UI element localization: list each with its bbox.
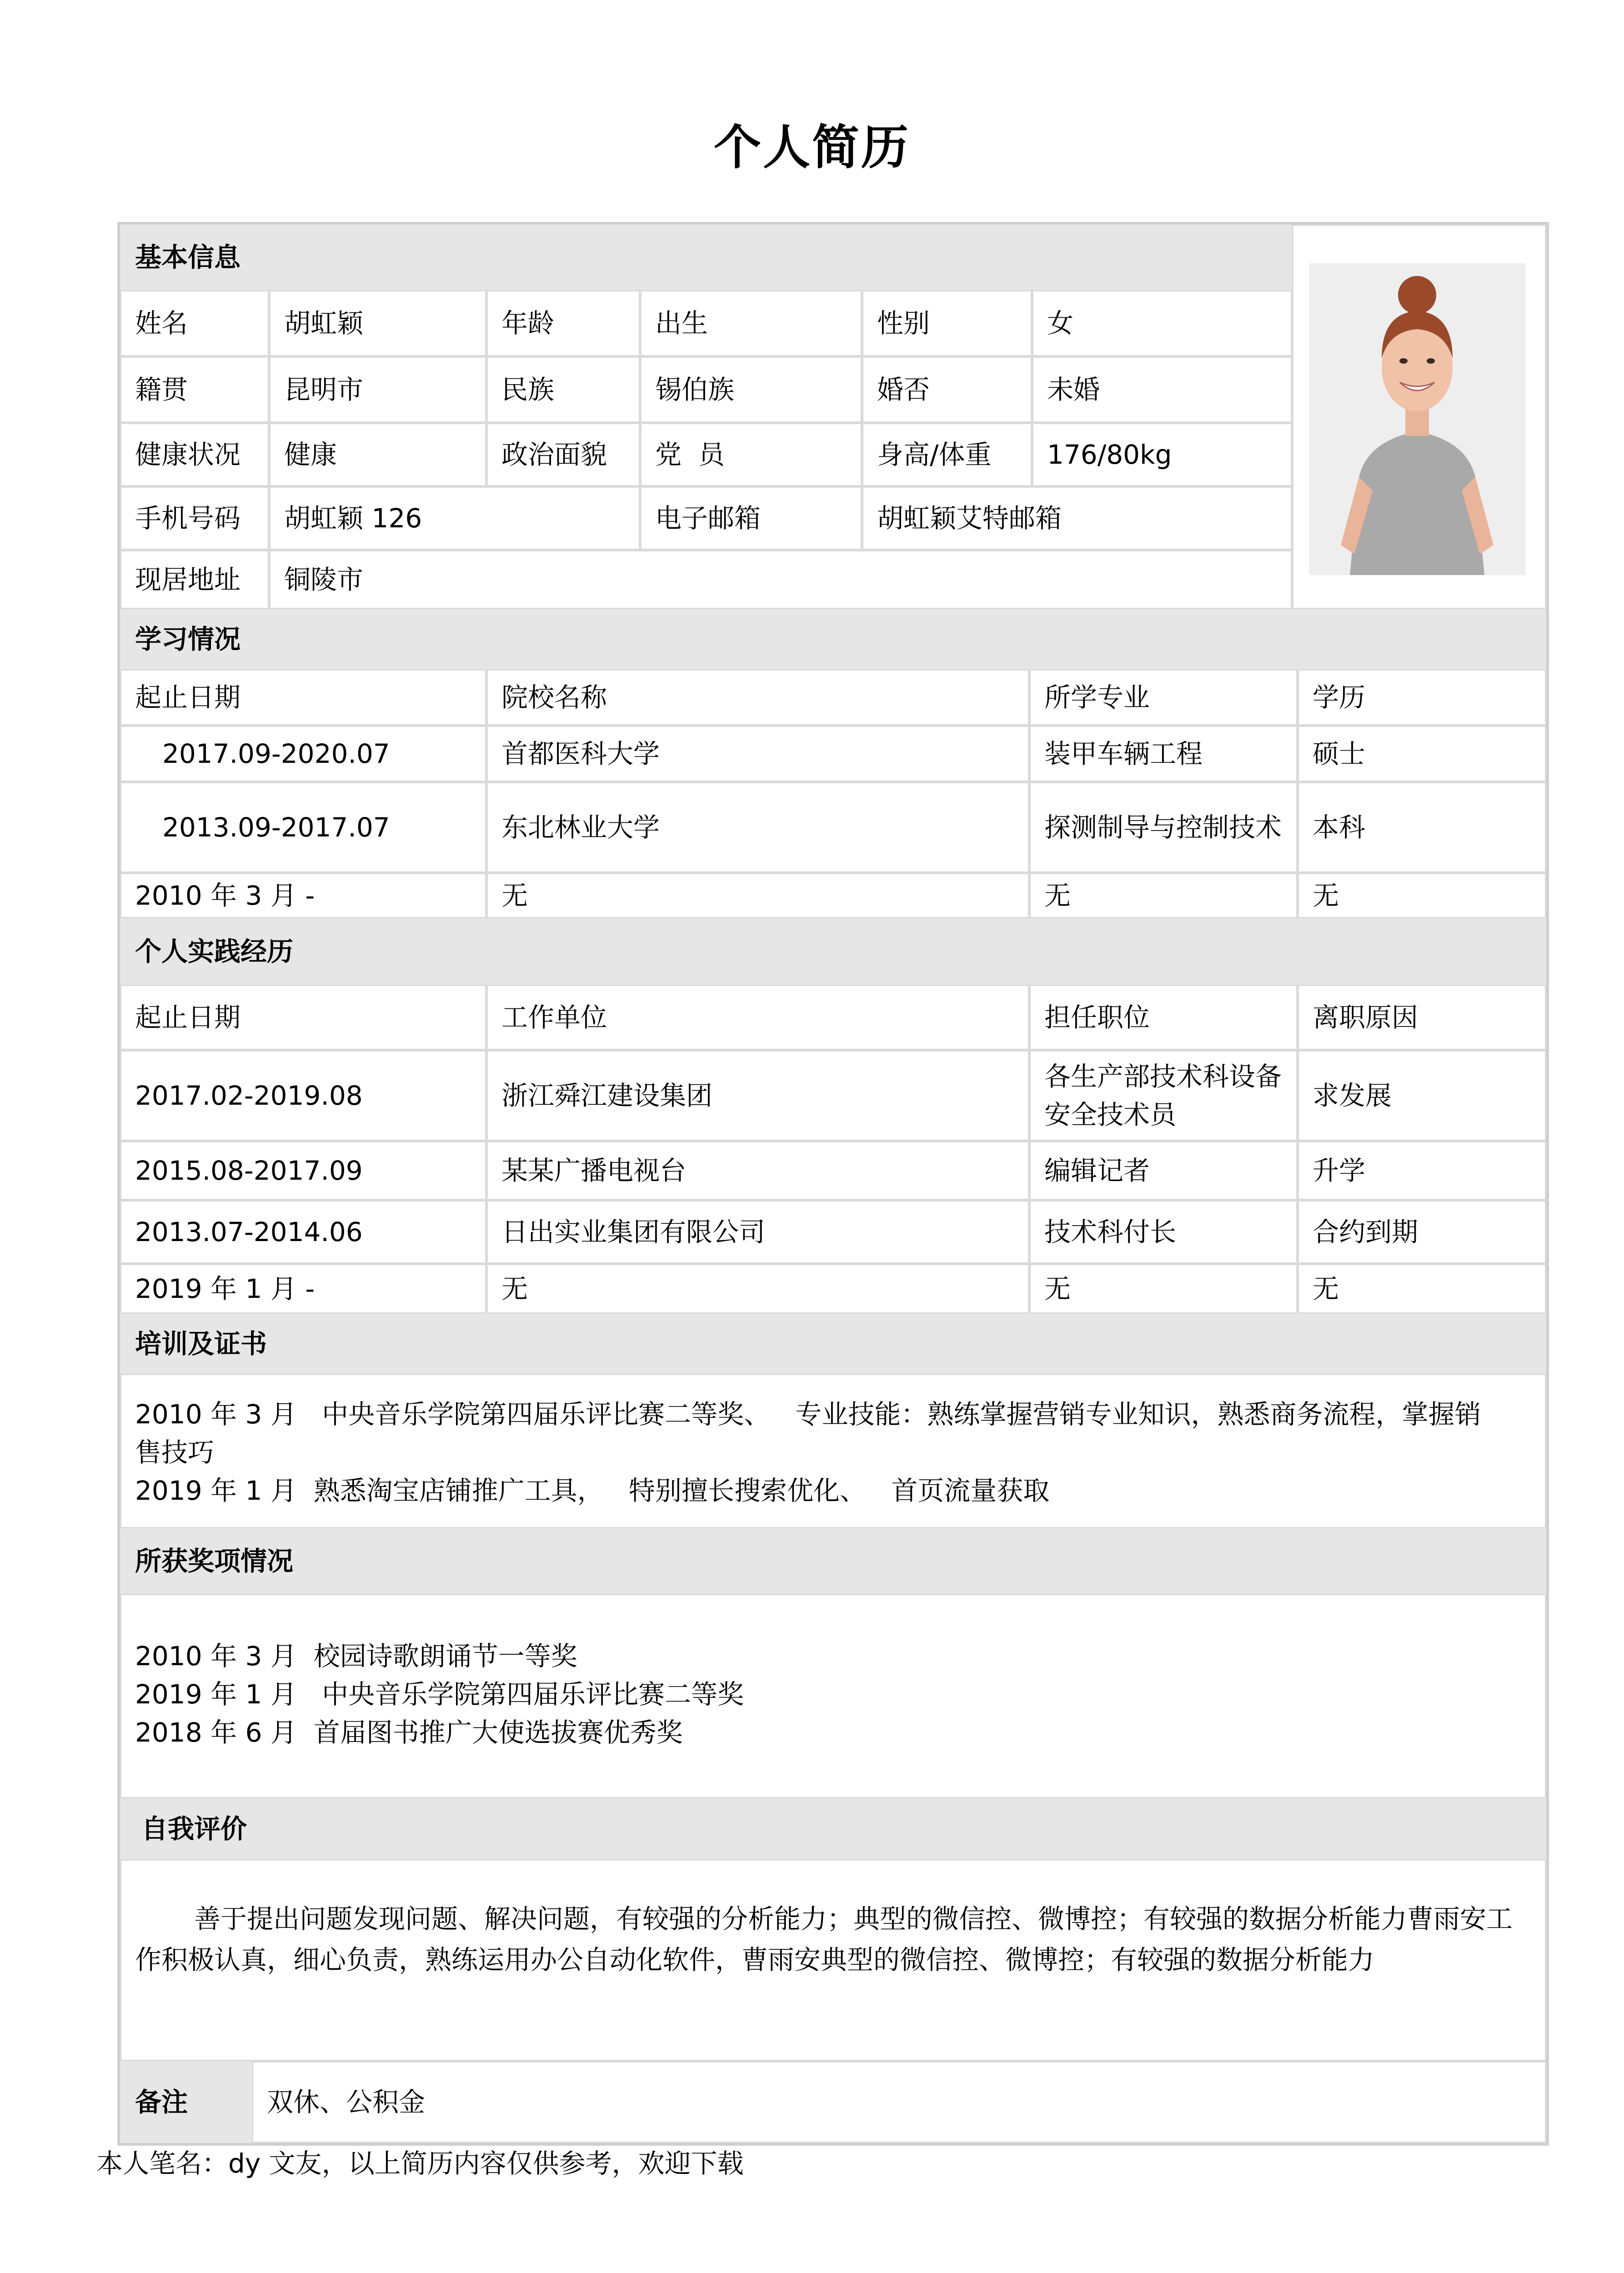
photo-box xyxy=(1292,225,1546,609)
exp-row-2-position: 编辑记者 xyxy=(1029,1141,1298,1200)
remarks-value: 双休、公积金 xyxy=(252,2061,1546,2143)
edu-row-2-dates: 2013.09-2017.07 xyxy=(120,782,486,873)
value-political: 党 员 xyxy=(640,423,862,486)
edu-col-school: 院校名称 xyxy=(486,669,1029,726)
section-header-training: 培训及证书 xyxy=(120,1314,1546,1374)
exp-row-3-reason: 合约到期 xyxy=(1298,1200,1546,1264)
resume-table xyxy=(117,222,1549,2146)
edu-row-2-major: 探测制导与控制技术 xyxy=(1029,782,1298,873)
edu-row-1-school: 首都医科大学 xyxy=(486,726,1029,782)
section-header-basic: 基本信息 xyxy=(120,225,1292,290)
exp-row-1-position: 各生产部技术科设备安全技术员 xyxy=(1029,1050,1298,1141)
exp-row-2-reason: 升学 xyxy=(1298,1141,1546,1200)
value-address: 铜陵市 xyxy=(269,550,1292,609)
label-address: 现居地址 xyxy=(120,550,269,609)
exp-row-2-dates: 2015.08-2017.09 xyxy=(120,1141,486,1200)
value-ethnic: 锡伯族 xyxy=(640,356,862,423)
exp-row-1-reason: 求发展 xyxy=(1298,1050,1546,1141)
training-line-1: 2010 年 3 月 中央音乐学院第四届乐评比赛二等奖、 专业技能：熟练掌握营销专业知识，熟悉商务流程，掌握销 xyxy=(135,1399,1481,1430)
edu-row-1-dates: 2017.09-2020.07 xyxy=(120,726,486,782)
edu-col-dates: 起止日期 xyxy=(120,669,486,726)
value-height-weight: 176/80kg xyxy=(1032,423,1292,486)
exp-row-3-company: 日出实业集团有限公司 xyxy=(486,1200,1029,1264)
edu-row-3-dates: 2010 年 3 月 - xyxy=(120,873,486,918)
edu-row-3-major: 无 xyxy=(1029,873,1298,918)
value-phone: 胡虹颖 126 xyxy=(269,486,640,550)
value-marital: 未婚 xyxy=(1032,356,1292,423)
award-line-1: 2010 年 3 月 校园诗歌朗诵节一等奖 xyxy=(135,1641,577,1672)
exp-row-3-dates: 2013.07-2014.06 xyxy=(120,1200,486,1264)
label-name: 姓名 xyxy=(120,290,269,356)
training-content xyxy=(120,1374,1546,1528)
value-origin: 昆明市 xyxy=(269,356,486,423)
label-phone: 手机号码 xyxy=(120,486,269,550)
section-header-education: 学习情况 xyxy=(120,609,1546,669)
label-email: 电子邮箱 xyxy=(640,486,862,550)
exp-row-1-dates: 2017.02-2019.08 xyxy=(120,1050,486,1141)
value-email: 胡虹颖艾特邮箱 xyxy=(862,486,1292,550)
label-marital: 婚否 xyxy=(862,356,1032,423)
section-header-awards: 所获奖项情况 xyxy=(120,1528,1546,1594)
awards-content xyxy=(120,1594,1546,1798)
exp-row-4-company: 无 xyxy=(486,1264,1029,1314)
exp-row-1-company: 浙江舜江建设集团 xyxy=(486,1050,1029,1141)
exp-col-dates: 起止日期 xyxy=(120,985,486,1050)
value-health: 健康 xyxy=(269,423,486,486)
self-eval-text: 善于提出问题发现问题、解决问题，有较强的分析能力；典型的微信控、微博控；有较强的数据分析能力曹雨安工作积极认真，细心负责，熟练运用办公自动化软件，曹雨安典型的微信控、微博控；有较强的数据分析能力 xyxy=(120,1859,1546,2061)
label-ethnic: 民族 xyxy=(486,356,640,423)
label-age: 年龄 xyxy=(486,290,640,356)
exp-row-4-dates: 2019 年 1 月 - xyxy=(120,1264,486,1314)
section-header-self-eval: 自我评价 xyxy=(120,1798,1546,1859)
section-header-experience: 个人实践经历 xyxy=(120,918,1546,985)
value-age: 出生 xyxy=(640,290,862,356)
value-name: 胡虹颖 xyxy=(269,290,486,356)
edu-row-2-degree: 本科 xyxy=(1298,782,1546,873)
exp-row-3-position: 技术科付长 xyxy=(1029,1200,1298,1264)
training-line-3: 2019 年 1 月 熟悉淘宝店铺推广工具， 特别擅长搜索优化、 首页流量获取 xyxy=(135,1475,1050,1507)
exp-row-2-company: 某某广播电视台 xyxy=(486,1141,1029,1200)
value-gender: 女 xyxy=(1032,290,1292,356)
edu-col-major: 所学专业 xyxy=(1029,669,1298,726)
person-photo-icon xyxy=(1309,263,1525,575)
exp-col-position: 担任职位 xyxy=(1029,985,1298,1050)
award-line-2: 2019 年 1 月 中央音乐学院第四届乐评比赛二等奖 xyxy=(135,1679,744,1710)
edu-row-3-school: 无 xyxy=(486,873,1029,918)
edu-row-1-degree: 硕士 xyxy=(1298,726,1546,782)
edu-col-degree: 学历 xyxy=(1298,669,1546,726)
label-gender: 性别 xyxy=(862,290,1032,356)
award-line-3: 2018 年 6 月 首届图书推广大使选拔赛优秀奖 xyxy=(135,1717,683,1748)
exp-col-company: 工作单位 xyxy=(486,985,1029,1050)
exp-col-reason: 离职原因 xyxy=(1298,985,1546,1050)
label-height-weight: 身高/体重 xyxy=(862,423,1032,486)
label-health: 健康状况 xyxy=(120,423,269,486)
exp-row-4-reason: 无 xyxy=(1298,1264,1546,1314)
exp-row-4-position: 无 xyxy=(1029,1264,1298,1314)
page-title: 个人简历 xyxy=(713,120,910,175)
edu-row-2-school: 东北林业大学 xyxy=(486,782,1029,873)
label-political: 政治面貌 xyxy=(486,423,640,486)
label-origin: 籍贯 xyxy=(120,356,269,423)
remarks-label: 备注 xyxy=(120,2061,252,2143)
profile-photo xyxy=(1309,263,1525,575)
training-line-2: 售技巧 xyxy=(135,1437,215,1468)
footer-note: 本人笔名：dy 文友，以上简历内容仅供参考，欢迎下载 xyxy=(96,2148,744,2179)
edu-row-1-major: 装甲车辆工程 xyxy=(1029,726,1298,782)
edu-row-3-degree: 无 xyxy=(1298,873,1546,918)
